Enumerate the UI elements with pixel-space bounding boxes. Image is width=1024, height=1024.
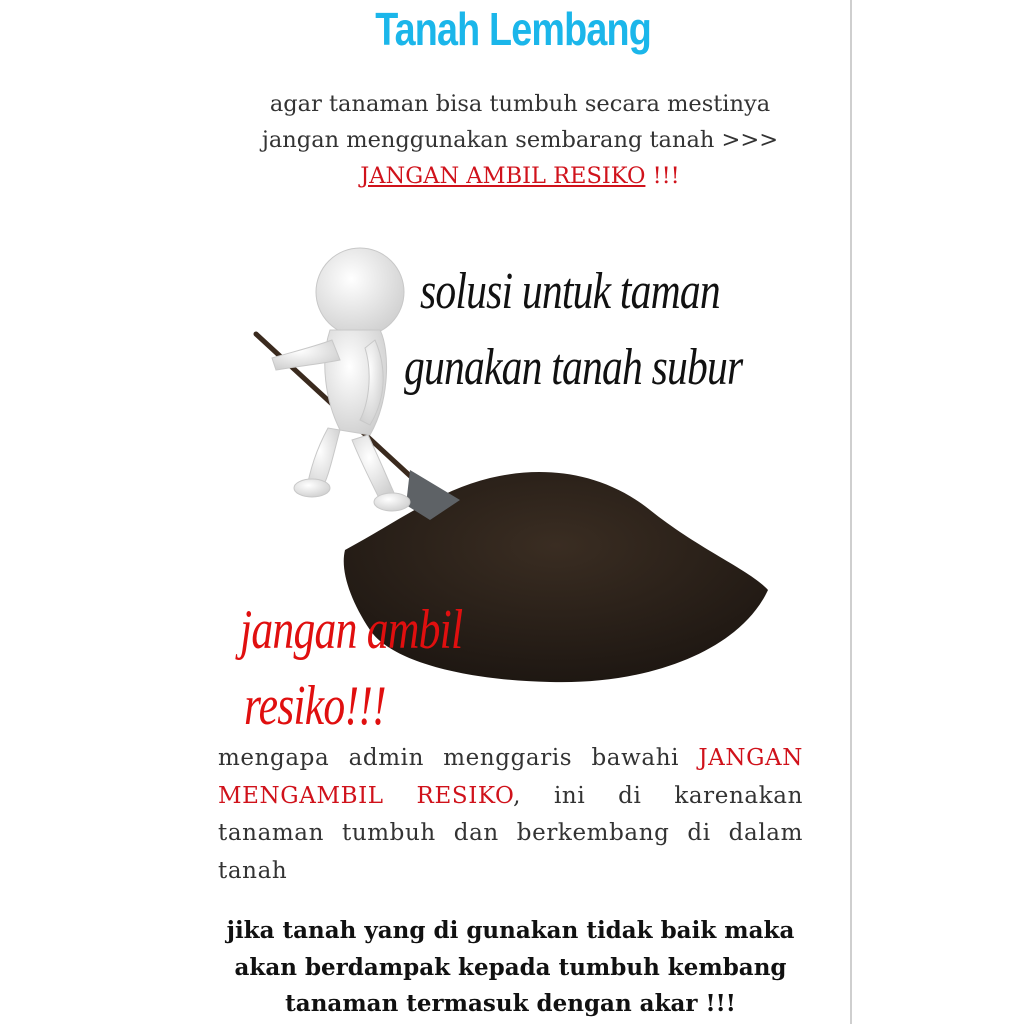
warning-link: JANGAN AMBIL RESIKO: [360, 163, 646, 189]
body-part-2: , ini di karenakan tanaman tumbuh dan berkembang di dalam tanah: [218, 782, 803, 884]
body-highlight: JANGAN MENGAMBIL RESIKO: [218, 745, 803, 809]
body-paragraph: [218, 740, 803, 890]
warning-suffix: !!!: [645, 163, 680, 189]
illustration-headline-2: gunakan tanah subur: [404, 339, 743, 396]
page-title: Tanah Lembang: [375, 3, 651, 55]
closing-line-3: tanaman termasuk dengan akar !!!: [285, 990, 736, 1017]
figure: [272, 248, 410, 511]
illustration-warning-2: resiko!!!: [244, 675, 386, 737]
body-part-1: mengapa admin menggaris bawahi: [218, 745, 699, 771]
illustration-headline-1: solusi untuk taman: [420, 263, 720, 320]
illustration-warning-1: jangan ambil: [240, 599, 463, 661]
intro-line-2: jangan menggunakan sembarang tanah >>>: [261, 127, 779, 153]
intro-line-1: agar tanaman bisa tumbuh secara mestinya: [269, 91, 771, 117]
closing-line-2: akan berdampak kepada tumbuh kembang: [234, 953, 787, 981]
intro-warning: [200, 158, 840, 194]
closing-paragraph: [218, 913, 803, 1023]
closing-line-1: jika tanah yang di gunakan tidak baik maka: [226, 917, 795, 944]
intro-text: [200, 86, 840, 194]
